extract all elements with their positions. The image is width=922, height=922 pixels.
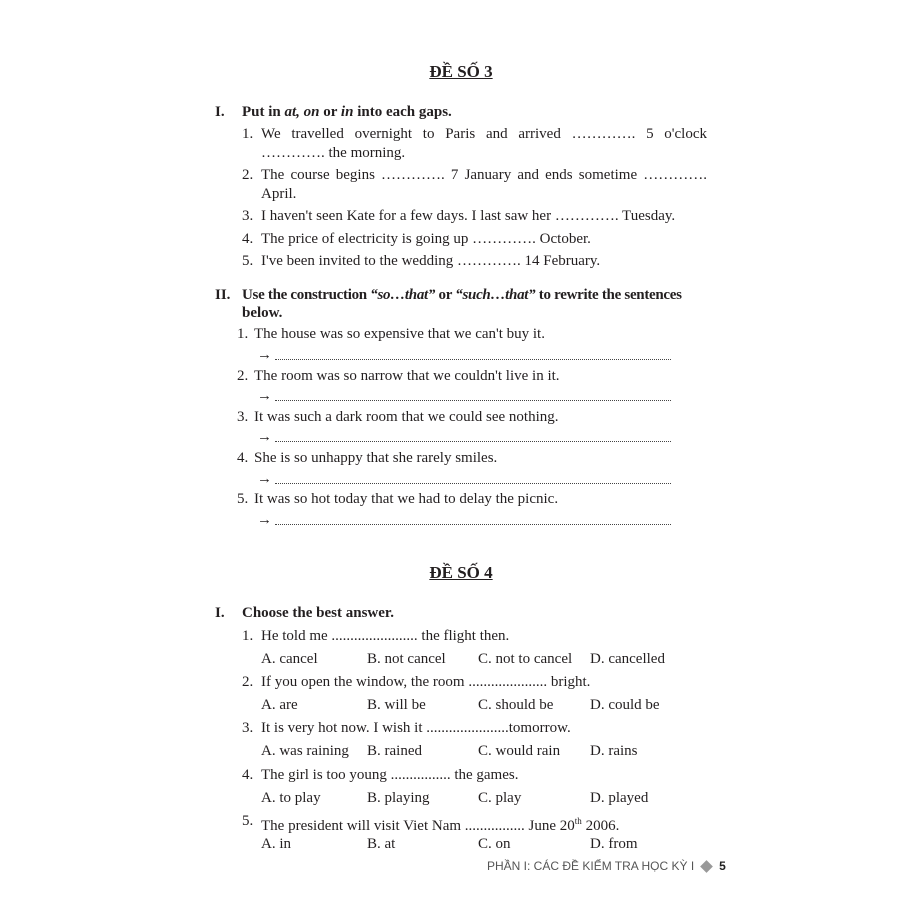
arrow-icon: → [257,512,272,528]
answer-option[interactable]: D. could be [590,697,660,713]
question-text [261,718,571,738]
answer-option[interactable]: B. will be [367,697,426,713]
question-part: It is very hot now. I wish it ......................tomorrow. [261,720,571,736]
item-number: 4. [242,767,254,783]
footer-text: PHẦN I: CÁC ĐỀ KIỂM TRA HỌC KỲ I [487,859,695,873]
answer-option[interactable]: D. rains [590,743,638,759]
answer-option[interactable]: C. not to cancel [478,651,573,667]
answer-option[interactable]: A. in [261,836,291,852]
answer-line[interactable] [275,359,671,360]
item-number: 2. [242,674,254,690]
question-text: The course begins …………. 7 January and ends sometime …………. [261,167,707,183]
section-number: I. [215,605,225,621]
question-text: It was so hot today that we had to delay the picnic. [254,491,559,507]
answer-option[interactable]: D. cancelled [590,651,665,667]
page-number: 5 [719,859,726,873]
answer-option[interactable]: C. would rain [478,743,561,759]
item-number: 3. [242,208,254,224]
test4-title: ĐỀ SỐ 4 [429,563,493,582]
heading-text: or [319,104,341,120]
answer-option[interactable]: B. playing [367,790,430,806]
answer-option[interactable]: C. should be [478,697,554,713]
arrow-icon: → [257,429,272,445]
question-text: The house was so expensive that we can't buy it. [254,326,545,342]
item-number: 1. [242,126,254,142]
question-text [261,672,590,692]
item-number: 1. [237,326,249,342]
answer-option[interactable]: A. are [261,697,298,713]
question-part: 2006. [581,818,620,834]
question-text: It was such a dark room that we could see nothing. [254,409,559,425]
answer-option[interactable]: D. from [590,836,638,852]
question-text: I've been invited to the wedding …………. 14 February. [261,253,601,269]
item-number: 4. [237,450,249,466]
item-number: 2. [237,368,249,384]
item-number: 5. [237,491,249,507]
answer-line[interactable] [275,524,671,525]
answer-line[interactable] [275,441,671,442]
section-number: II. [215,287,231,303]
question-part: The girl is too young ................ the games. [261,767,519,783]
heading-italic: “so…that” [370,287,436,303]
arrow-icon: → [257,347,272,363]
answer-option[interactable]: D. played [590,790,649,806]
item-number: 3. [242,720,254,736]
heading-italic: “such…that” [455,287,536,303]
question-text [261,811,619,836]
item-number: 3. [237,409,249,425]
section-number: I. [215,104,225,120]
item-number: 5. [242,813,254,829]
answer-option[interactable]: C. play [478,790,522,806]
arrow-icon: → [257,471,272,487]
question-text [261,626,509,646]
answer-option[interactable]: A. was raining [261,743,349,759]
question-text: …………. the morning. [261,145,406,161]
superscript: th [574,816,582,826]
item-number: 4. [242,231,254,247]
heading-text: below. [242,305,283,321]
question-text: I haven't seen Kate for a few days. I last saw her …………. Tuesday. [261,208,676,224]
item-number: 5. [242,253,254,269]
answer-line[interactable] [275,483,671,484]
arrow-icon: → [257,388,272,404]
question-text: The room was so narrow that we couldn't live in it. [254,368,560,384]
question-text: The price of electricity is going up …………. October. [261,231,591,247]
question-part: If you open the window, the room ..................... bright. [261,674,591,690]
heading-text: Put in [242,104,285,120]
test3-title: ĐỀ SỐ 3 [429,62,493,81]
heading-italic: in [340,104,354,120]
section-heading [242,285,682,305]
question-text: We travelled overnight to Paris and arrived …………. 5 o'clock [261,126,707,142]
section-heading [242,102,452,122]
question-part: He told me ....................... the flight then. [261,628,510,644]
heading-text: or [435,287,456,303]
answer-option[interactable]: A. cancel [261,651,318,667]
heading-text: to rewrite the sentences [535,287,682,303]
answer-line[interactable] [275,400,671,401]
question-part: The president will visit Viet Nam ................ June 20 [261,818,575,834]
item-number: 2. [242,167,254,183]
question-text: She is so unhappy that she rarely smiles. [254,450,498,466]
answer-option[interactable]: B. rained [367,743,422,759]
diamond-icon [700,860,713,873]
answer-option[interactable]: C. on [478,836,511,852]
heading-text: Use the construction [242,287,371,303]
question-text [261,765,518,785]
answer-option[interactable]: B. not cancel [367,651,446,667]
heading-italic: at, on [284,104,320,120]
answer-option[interactable]: A. to play [261,790,321,806]
item-number: 1. [242,628,254,644]
heading-text: into each gaps. [353,104,452,120]
question-text: April. [261,186,297,202]
page-footer [487,859,726,873]
section-heading: Choose the best answer. [242,605,394,621]
answer-option[interactable]: B. at [367,836,396,852]
